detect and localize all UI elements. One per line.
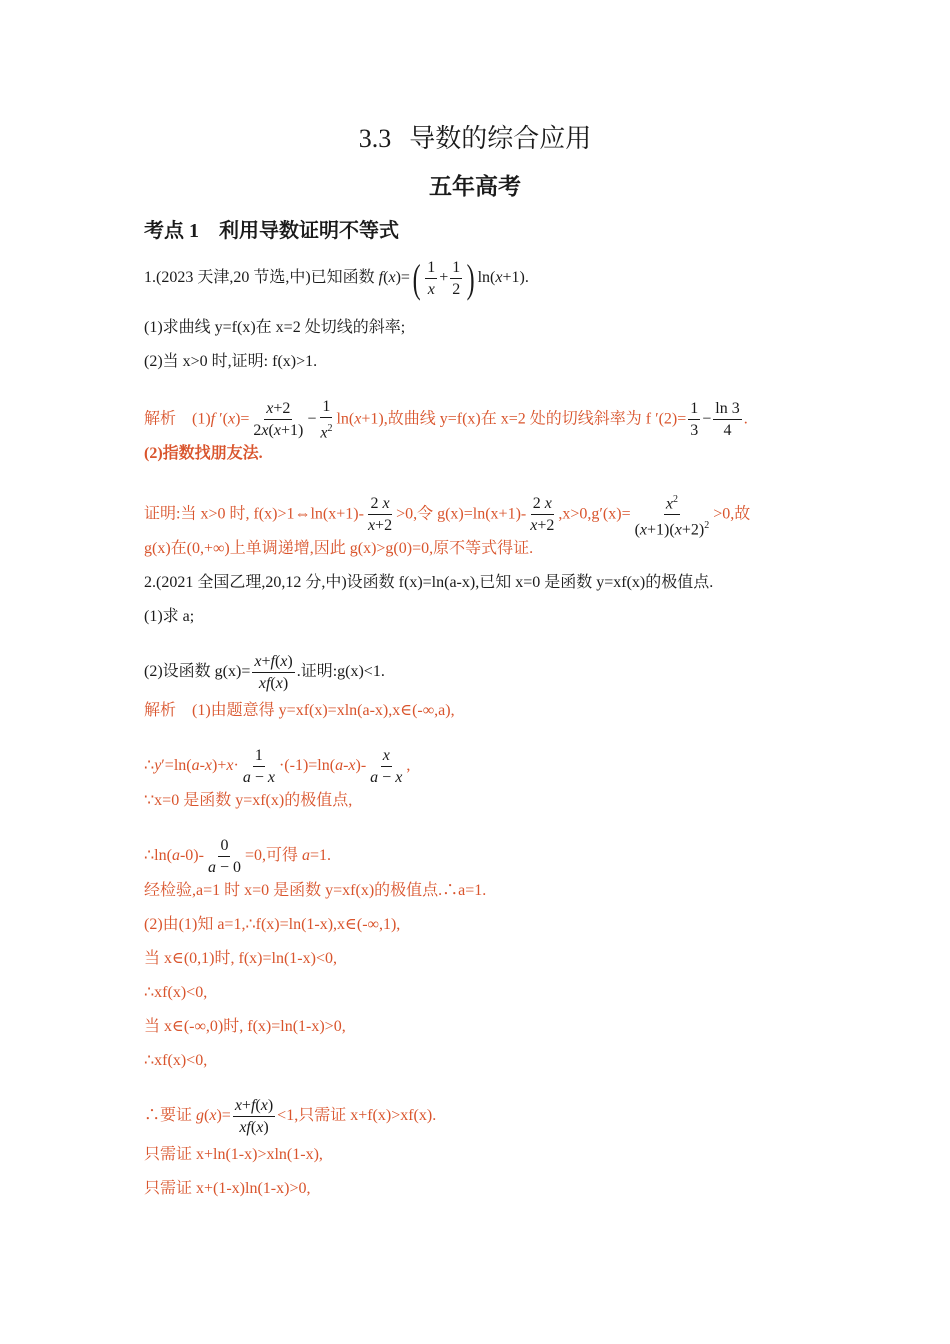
q2-step-9: 当 x∈(-∞,0)时, f(x)=ln(1-x)>0,: [144, 1018, 346, 1035]
topic-label: 考点 1: [144, 220, 199, 242]
q2-step-8: ∴xf(x)<0,: [144, 984, 208, 1001]
q2-part2: [144, 652, 385, 693]
q2-frac-g-2: $\frac{x+f(x)}{xf(x)}$: [234, 1097, 274, 1136]
q1-frac-gprime: $\frac{x^2}{(x+1)(x+2)^2}$: [633, 490, 712, 540]
q2-step-11: ∴要证 g(x)= $\frac{x+f(x)}{xf(x)}$ <1,只需证 x+f(x)>xf(x).: [144, 1097, 437, 1136]
q1-frac-1x2: $\frac{1}{x^2}$: [320, 398, 333, 442]
q2-solution-label: 解析: [144, 702, 177, 719]
q1-statement: 1.(2023 天津,20 节选,中)已知函数 f(x)=( $\frac{1}{x}$ + $\frac{1}{2}$ ) ln(x+1).: [144, 255, 529, 301]
q2-step-2: ∴y′=ln(a-x)+x· $\frac{1}{a - x}$ ·(-1)=ln(a-x)- $\frac{x}{a - x}$ ,: [144, 747, 411, 786]
q2-frac-1-ax: $\frac{1}{a - x}$: [242, 747, 275, 786]
q2-frac-g: $\frac{x+f(x)}{xf(x)}$: [254, 653, 293, 692]
q2-step-3: ∵x=0 是函数 y=xf(x)的极值点,: [144, 792, 353, 809]
topic-heading: [144, 214, 399, 243]
q1-solution: 解析 (1)f ′(x)= $\frac{x+2}{2x(x+1)}$ − $\frac{1}{x^2}$ ln(x+1),故曲线 y=f(x)在 x=2 处的切线斜率为 f ′(2)= $\frac{1}{3}$ − $\frac{\ln 3}{4}$ .: [144, 398, 748, 442]
chapter-title: 导数的综合应用: [409, 124, 592, 153]
q2-part2-prefix: (2)设函数 g(x)=: [144, 663, 251, 681]
q2-frac-0-a0: $\frac{0}{a - 0}$: [207, 837, 241, 876]
q2-step-12: 只需证 x+ln(1-x)>xln(1-x),: [144, 1146, 323, 1163]
q1-hint: (2)指数找朋友法.: [144, 445, 263, 462]
q1-frac-half: $\frac{1}{2}$: [452, 259, 461, 298]
q2-step-11-suffix: <1,只需证 x+f(x)>xf(x).: [277, 1107, 437, 1125]
q1-frac-2x: $\frac{2 x}{x+2}$: [367, 495, 393, 535]
q1-proof-start: 证明:当 x>0 时, f(x)>1⇔ln(x+1)-: [144, 505, 364, 523]
q2-step-10: ∴xf(x)<0,: [144, 1052, 208, 1069]
q1-sol-text: ,故曲线 y=f(x)在 x=2 处的切线斜率为 f ′(2)=: [383, 410, 687, 428]
q1-proof: [144, 490, 750, 540]
q1-frac-2x-b: $\frac{2 x}{x+2}$: [530, 495, 555, 535]
q2-step-7: 当 x∈(0,1)时, f(x)=ln(1-x)<0,: [144, 950, 337, 967]
q1-frac-ln3: $\frac{\ln 3}{4}$: [715, 400, 740, 440]
q1-part1: (1)求曲线 y=f(x)在 x=2 处切线的斜率;: [144, 319, 406, 336]
q1-proof-mid2: ,x>0,g′(x)=: [558, 505, 631, 523]
q1-proof-end: >0,故: [713, 505, 751, 523]
q1-solution-label: 解析: [144, 410, 177, 428]
topic-title: 利用导数证明不等式: [219, 220, 399, 242]
q2-frac-x-ax: $\frac{x}{a - x}$: [370, 747, 403, 786]
q2-step-6: (2)由(1)知 a=1,∴f(x)=ln(1-x),x∈(-∞,1),: [144, 916, 401, 933]
q2-step-4: ∴ln(a-0)- $\frac{0}{a - 0}$ =0,可得 a=1.: [144, 837, 332, 876]
q1-frac-1x: $\frac{1}{x}$: [427, 259, 436, 298]
q2-part2-suffix: .证明:g(x)<1.: [296, 663, 385, 681]
q1-frac-derivative: $\frac{x+2}{2x(x+1)}$: [253, 400, 304, 440]
q2-solution-1: [144, 701, 455, 721]
q1-proof-mid: >0,令 g(x)=ln(x+1)-: [396, 505, 527, 523]
page-subtitle: 五年高考: [429, 174, 521, 199]
page-title: [0, 118, 950, 155]
q2-sol-1: (1)由题意得 y=xf(x)=xln(a-x),x∈(-∞,a),: [192, 702, 455, 719]
q2-step-5: 经检验,a=1 时 x=0 是函数 y=xf(x)的极值点.∴a=1.: [144, 882, 487, 899]
section-number: 3.3: [358, 124, 392, 153]
q1-conclusion: g(x)在(0,+∞)上单调递增,因此 g(x)>g(0)=0,原不等式得证.: [144, 540, 534, 557]
q2-part1: (1)求 a;: [144, 608, 195, 625]
q1-part2: (2)当 x>0 时,证明: f(x)>1.: [144, 353, 318, 370]
q2-statement: 2.(2021 全国乙理,20,12 分,中)设函数 f(x)=ln(a-x),已知 x=0 是函数 y=xf(x)的极值点.: [144, 574, 714, 591]
q2-step-13: 只需证 x+(1-x)ln(1-x)>0,: [144, 1180, 311, 1197]
q1-frac-third: $\frac{1}{3}$: [690, 400, 699, 440]
q1-prefix: 1.(2023 天津,20 节选,中)已知函数: [144, 269, 379, 287]
